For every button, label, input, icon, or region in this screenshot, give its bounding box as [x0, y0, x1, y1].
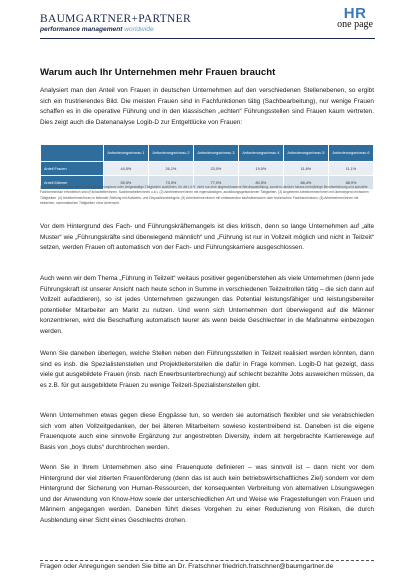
hr-one-page-logo: [337, 7, 373, 30]
gender-share-table: [40, 144, 374, 190]
table-header-row: [41, 145, 373, 161]
table-cell: 23,0%: [194, 162, 238, 175]
paragraph-flexibility: Wenn Unternehmen etwas gegen diese Engpässe tun, so werden sie automatisch flexibler und sie verabschieden sich vom alten Vollzeitgedanken, der bei älteren Mitarbeitern sowieso kostentreibend ist. Daneben ist die eigene Frauenquote auch eine sinnvolle Ergänzung zur angestrebten Diversity, indem alt hergebrachte Karrierewege auf Basis von „boys clubs“ durchbrochen werden.: [40, 412, 374, 451]
brand-tagline: [40, 26, 191, 33]
table-header-cell: Anforderungsniveau 4: [239, 145, 283, 161]
table-header-cell: [41, 145, 103, 161]
paragraph-intro: Analysiert man den Anteil von Frauen in deutschen Unternehmen auf den verschiedenen Stellenebenen, so ergibt sich ein frustrierendes Bild. Die meisten Frauen sind in Fachfunktionen tätig (Sachbearbeitung), nur wenige Frauen schaffen es in die operative Führung und in den klassischen „echten“ Führungsstellen sind Frauen kaum vertreten. Dies zeigt auch die Datenanalyse Logib-D zur Entgeltlücke von Frauen:: [40, 87, 374, 126]
hr-mark: HR: [343, 5, 367, 22]
tagline-strong: performance management: [40, 26, 123, 33]
table-cell: 88,4%: [284, 176, 328, 189]
table-cell: 80,5%: [239, 176, 283, 189]
tagline-light: worldwide: [124, 26, 154, 33]
table-cell: 11,6%: [284, 162, 328, 175]
brand-name: BAUMGARTNER+PARTNER: [40, 13, 191, 25]
paragraph-part-time-leadership: Auch wenn wir dem Thema „Führung in Teilzeit“ weitaus positiver gegenüberstehen als viele Unternehmen (denn jede Führungskraft ist unserer Ansicht nach heute schon in Summe in verschiedenen Teilzeitrollen tätig – die sich dann auf Vollzeit aufaddieren), so ist jedes Unternehmen gezwungen das Potential leistungsfähiger und leistungsbereiter potentieller Mitarbeiter am Markt zu nutzen. Und wenn sich Unternehmen dort überwiegend auf die Männer konzentrieren, wird die Beschaffung automatisch teurer als wenn beide Geschlechter in die Maßnahme einbezogen werden.: [40, 275, 374, 335]
document-title: Warum auch Ihr Unternehmen mehr Frauen braucht: [40, 67, 276, 78]
table-header-cell: Anforderungsniveau 3: [194, 145, 238, 161]
paragraph-womens-quota: Wenn Sie in Ihrem Unternehmen also eine Frauenquote definieren – was sinnvoll ist – dann nicht vor dem Hintergrund der viel zitierten Frauenförderung (denn das ist auch kein betriebswirtschaftliches Ziel) sondern vor dem Hintergrund der Sicherung von Human-Ressourcen, der konsequenten Verbreitung von alternativen Lösungswegen und der Anwendung von Know-How sowie der unterschiedlichen Art und Weise wie Fragestellungen von Frauen und Männern angegangen werden. Daneben führt dieses Vorgehen zu einer Reduzierung von Risiken, die durch Ausblendung einer Sicht eines Geschlechts drohen.: [40, 464, 374, 524]
one-page-label: one page: [337, 19, 373, 30]
table-header-cell: Anforderungsniveau 6: [329, 145, 373, 161]
paragraph-specialist-roles: Wenn Sie daneben überlegen, welche Stellen neben den Führungsstellen in Teilzeit realisiert werden könnten, dann sind es insb. die Spezialistenstellen und Projektleiterstellen die dafür in Frage kommen. Logib-D hat gezeigt, dass viele gut ausgebildete Frauen (insb. nach Erwerbsunterbrechung) auf schlecht bezahlte Jobs ausweichen müssen, da es z.B. für gut ausgebildete Frauen zu wenige Teilzeit-Spezialistenstellen gibt.: [40, 350, 374, 389]
paragraph-skills-shortage: Vor dem Hintergrund des Fach- und Führungskräftemangels ist dies kritisch, denn so lange Unternehmen auf „alte Muster“ wie „Führungskräfte sind überwiegend männlich“ und „Führung ist nur in Vollzeit möglich und nicht in Teilzeit“ setzen, werden Frauen oft automatisch von der Fach- und Führungskarriere ausgeschlossen.: [40, 223, 374, 252]
footer-contact: Fragen oder Anregungen senden Sie bitte an Dr. Fratschner friedrich.fratschner@baumgartner.de: [40, 563, 334, 570]
table-row: [41, 162, 373, 175]
row-label: Anteil Frauen: [41, 162, 103, 175]
table-cell: 11,1%: [329, 162, 373, 175]
table-header-cell: Anforderungsniveau 5: [284, 145, 328, 161]
table-cell: 77,0%: [194, 176, 238, 189]
table-cell: 88,9%: [329, 176, 373, 189]
table-cell: 73,9%: [149, 176, 193, 189]
table-cell: 26,1%: [149, 162, 193, 175]
table-cell: 44,5%: [104, 162, 148, 175]
table-cell: 19,5%: [239, 162, 283, 175]
table-cell: 55,5%: [104, 176, 148, 189]
table-footnote: (1) Arbeitnehmer/innen, die schwierige bis komplexe oder vielgestaltige Tätigkeiten ausführen, für die i.d.R. nicht nur eine abgeschlossene Berufsausbildung, sondern darüber hinaus mehrjährige Berufserfahrung und spezielle Fachkenntnisse erforderlich sind (Facharbeiter/innen, Sachbearbeiter/innen u.ä.). (2) Arbeitnehmer/innen mit eigenständigen, ausbildungsgebundenen Tätigkeiten. (3) Angelernte Arbeitnehmer/innen mit überwiegend einfachen Tätigkeiten. (4) Arbeitnehmer/innen in leitender Stellung mit Aufsichts- und Dispositionsbefugnis. (5) Arbeitnehmer/innen mit umfassenden kaufmännischen oder technischen Fachkenntnissen. (6) Arbeitnehmer/innen mit einfachen, schematischen Tätigkeiten ohne Anlernzeit.: [40, 185, 369, 205]
header-rule: [40, 38, 375, 39]
footer-rule: [40, 560, 374, 561]
table-header-cell: Anforderungsniveau 2: [149, 145, 193, 161]
row-label: Anteil Männer: [41, 176, 103, 189]
company-logo: [40, 13, 191, 33]
table-header-cell: Anforderungsniveau 1: [104, 145, 148, 161]
